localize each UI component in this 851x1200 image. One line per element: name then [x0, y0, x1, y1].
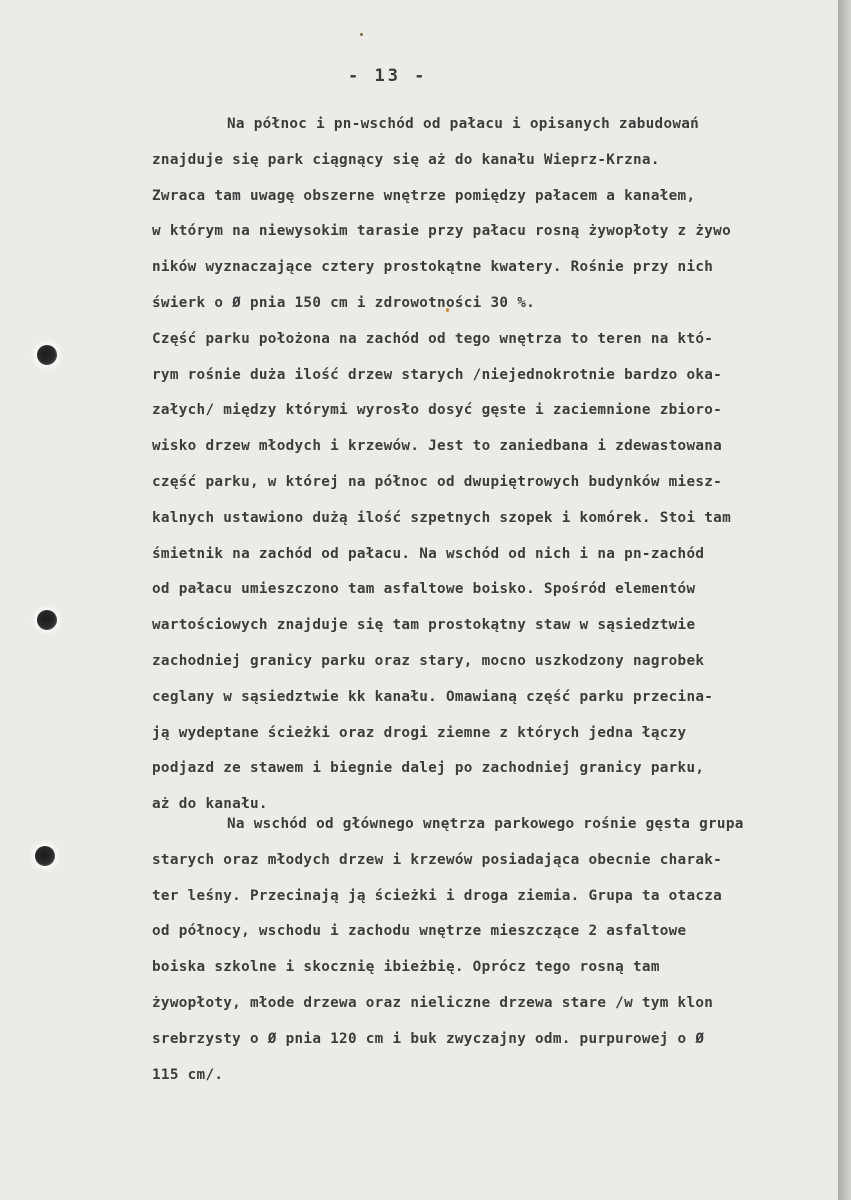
paragraph-1	[152, 107, 731, 823]
text-line: śmietnik na zachód od pałacu. Na wschód od nich i na pn-zachód	[152, 545, 705, 562]
text-line: kalnych ustawiono dużą ilość szpetnych szopek i komórek. Stoi tam	[152, 509, 731, 526]
text-line: załych/ między którymi wyrosło dosyć gęste i zaciemnione zbioro-	[152, 402, 723, 419]
punch-hole	[35, 846, 55, 866]
text-line: ników wyznaczające cztery prostokątne kwatery. Rośnie przy nich	[152, 259, 714, 276]
text-line: Zwraca tam uwagę obszerne wnętrze pomiędzy pałacem a kanałem,	[152, 187, 696, 204]
text-line: świerk o Ø pnia 150 cm i zdrowotności 30 %.	[152, 294, 536, 311]
text-line: boiska szkolne i skocznię ibieżbię. Oprócz tego rosną tam	[152, 959, 660, 976]
punch-hole	[37, 345, 57, 365]
text-line: znajduje się park ciągnący się aż do kanału Wieprz-Krzna.	[152, 151, 660, 168]
text-line: część parku, w której na północ od dwupiętrowych budynków miesz-	[152, 473, 723, 490]
text-line: wisko drzew młodych i krzewów. Jest to zaniedbana i zdewastowana	[152, 438, 723, 455]
text-line: 115 cm/.	[152, 1066, 224, 1083]
text-line: żywopłoty, młode drzewa oraz nieliczne drzewa stare /w tym klon	[152, 994, 714, 1011]
page-number: - 13 -	[348, 66, 428, 86]
text-line: rym rośnie duża ilość drzew starych /niejednokrotnie bardzo oka-	[152, 366, 723, 383]
text-line: srebrzysty o Ø pnia 120 cm i buk zwyczajny odm. purpurowej o Ø	[152, 1030, 705, 1047]
text-line: starych oraz młodych drzew i krzewów posiadająca obecnie charak-	[152, 851, 723, 868]
page-edge	[838, 0, 851, 1200]
text-line: zachodniej granicy parku oraz stary, mocno uszkodzony nagrobek	[152, 652, 705, 669]
text-line: od pałacu umieszczono tam asfaltowe boisko. Spośród elementów	[152, 581, 696, 598]
text-line: Część parku położona na zachód od tego wnętrza to teren na któ-	[152, 330, 714, 347]
text-line: Na północ i pn-wschód od pałacu i opisanych zabudowań	[227, 116, 700, 132]
paper-speck	[360, 33, 363, 36]
text-line: ceglany w sąsiedztwie kk kanału. Omawianą część parku przecina-	[152, 688, 714, 705]
text-line: w którym na niewysokim tarasie przy pałacu rosną żywopłoty z żywo	[152, 223, 731, 240]
text-line: od północy, wschodu i zachodu wnętrze mieszczące 2 asfaltowe	[152, 923, 687, 940]
text-line: wartościowych znajduje się tam prostokątny staw w sąsiedztwie	[152, 617, 696, 634]
text-line: podjazd ze stawem i biegnie dalej po zachodniej granicy parku,	[152, 760, 705, 777]
text-line: ter leśny. Przecinają ją ścieżki i droga ziemia. Grupa ta otacza	[152, 887, 723, 904]
text-line: Na wschód od głównego wnętrza parkowego rośnie gęsta grupa	[227, 816, 744, 832]
text-line: aż do kanału.	[152, 796, 268, 813]
paragraph-2	[152, 807, 744, 1093]
text-line: ją wydeptane ścieżki oraz drogi ziemne z których jedna łączy	[152, 724, 687, 741]
punch-hole	[37, 610, 57, 630]
